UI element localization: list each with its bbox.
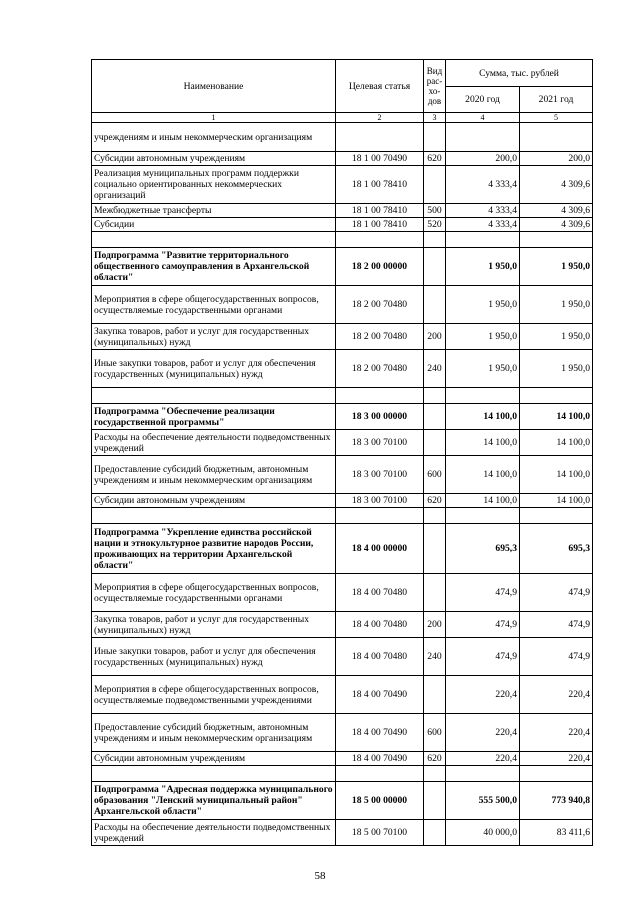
row-code: 18 4 00 00000 <box>336 524 424 574</box>
row-value-2021: 4 309,6 <box>520 204 593 218</box>
row-value-2021: 1 950,0 <box>520 324 593 350</box>
spacer-row <box>92 388 593 404</box>
row-code: 18 2 00 70480 <box>336 286 424 324</box>
subprogram-row <box>92 248 593 286</box>
spacer-cell <box>424 508 446 524</box>
header-sum: Сумма, тыс. рублей <box>446 60 593 87</box>
spacer-cell <box>520 766 593 782</box>
row-value-2020: 474,9 <box>446 574 520 612</box>
spacer-row <box>92 766 593 782</box>
row-expense-type <box>424 166 446 204</box>
row-name: Иные закупки товаров, работ и услуг для обеспечения государственных (муниципальных) нужд <box>92 638 336 676</box>
row-code: 18 5 00 00000 <box>336 782 424 820</box>
row-expense-type: 200 <box>424 324 446 350</box>
column-index: 5 <box>520 113 593 123</box>
row-name: Субсидии автономным учреждениям <box>92 152 336 166</box>
column-index: 1 <box>92 113 336 123</box>
row-value-2021: 474,9 <box>520 612 593 638</box>
row-value-2020: 474,9 <box>446 612 520 638</box>
table-row <box>92 638 593 676</box>
header-row <box>92 60 593 87</box>
row-code: 18 1 00 78410 <box>336 166 424 204</box>
spacer-cell <box>336 388 424 404</box>
row-code: 18 2 00 70480 <box>336 350 424 388</box>
row-code: 18 3 00 00000 <box>336 404 424 430</box>
row-value-2021: 200,0 <box>520 152 593 166</box>
spacer-cell <box>336 508 424 524</box>
spacer-cell <box>446 232 520 248</box>
row-code: 18 1 00 78410 <box>336 204 424 218</box>
row-expense-type: 200 <box>424 612 446 638</box>
table-row <box>92 286 593 324</box>
row-value-2020: 4 333,4 <box>446 166 520 204</box>
spacer-cell <box>446 508 520 524</box>
row-expense-type <box>424 524 446 574</box>
row-value-2020 <box>446 123 520 152</box>
row-code: 18 4 00 70490 <box>336 714 424 752</box>
row-expense-type <box>424 676 446 714</box>
row-value-2021: 695,3 <box>520 524 593 574</box>
row-name: Предоставление субсидий бюджетным, автономным учреждениям и иным некоммерческим организациям <box>92 714 336 752</box>
row-expense-type <box>424 123 446 152</box>
row-code: 18 5 00 70100 <box>336 820 424 846</box>
spacer-cell <box>336 232 424 248</box>
table-row <box>92 494 593 508</box>
table-row <box>92 574 593 612</box>
column-index: 2 <box>336 113 424 123</box>
row-expense-type: 520 <box>424 218 446 232</box>
row-value-2020: 220,4 <box>446 714 520 752</box>
row-code: 18 4 00 70490 <box>336 676 424 714</box>
table-row <box>92 676 593 714</box>
row-expense-type: 620 <box>424 752 446 766</box>
spacer-cell <box>520 388 593 404</box>
row-name: Подпрограмма "Адресная поддержка муниципального образования "Ленский муниципальный район" Архангельской области" <box>92 782 336 820</box>
row-name: учреждениям и иным некоммерческим организациям <box>92 123 336 152</box>
row-code: 18 4 00 70490 <box>336 752 424 766</box>
row-value-2020: 4 333,4 <box>446 218 520 232</box>
table-row <box>92 612 593 638</box>
subprogram-row <box>92 524 593 574</box>
table-row <box>92 820 593 846</box>
row-value-2020: 474,9 <box>446 638 520 676</box>
spacer-cell <box>446 766 520 782</box>
table-row <box>92 350 593 388</box>
budget-table-body <box>92 60 593 846</box>
header-name: Наименование <box>92 60 336 113</box>
row-code: 18 1 00 78410 <box>336 218 424 232</box>
row-value-2021: 220,4 <box>520 676 593 714</box>
header-year-2020: 2020 год <box>446 87 520 113</box>
row-code: 18 1 00 70490 <box>336 152 424 166</box>
row-code: 18 2 00 70480 <box>336 324 424 350</box>
row-value-2020: 1 950,0 <box>446 350 520 388</box>
budget-table <box>91 59 593 846</box>
row-value-2021: 14 100,0 <box>520 430 593 456</box>
spacer-cell <box>520 232 593 248</box>
row-name: Предоставление субсидий бюджетным, автономным учреждениям и иным некоммерческим организациям <box>92 456 336 494</box>
row-value-2020: 14 100,0 <box>446 456 520 494</box>
table-row <box>92 123 593 152</box>
spacer-cell <box>424 232 446 248</box>
spacer-cell <box>520 508 593 524</box>
row-value-2021: 1 950,0 <box>520 350 593 388</box>
table-row <box>92 166 593 204</box>
spacer-cell <box>92 508 336 524</box>
row-expense-type <box>424 782 446 820</box>
row-value-2020: 555 500,0 <box>446 782 520 820</box>
header-year-2021: 2021 год <box>520 87 593 113</box>
row-name: Подпрограмма "Обеспечение реализации государственной программы" <box>92 404 336 430</box>
row-code: 18 4 00 70480 <box>336 612 424 638</box>
spacer-cell <box>424 766 446 782</box>
row-value-2020: 14 100,0 <box>446 430 520 456</box>
row-value-2021: 4 309,6 <box>520 166 593 204</box>
row-code: 18 3 00 70100 <box>336 494 424 508</box>
row-value-2021: 14 100,0 <box>520 494 593 508</box>
row-value-2020: 1 950,0 <box>446 286 520 324</box>
row-expense-type: 500 <box>424 204 446 218</box>
row-code: 18 3 00 70100 <box>336 456 424 494</box>
row-value-2021: 474,9 <box>520 638 593 676</box>
row-value-2020: 200,0 <box>446 152 520 166</box>
spacer-cell <box>446 388 520 404</box>
row-value-2020: 4 333,4 <box>446 204 520 218</box>
table-row <box>92 204 593 218</box>
row-name: Субсидии автономным учреждениям <box>92 752 336 766</box>
row-name: Межбюджетные трансферты <box>92 204 336 218</box>
subprogram-row <box>92 404 593 430</box>
row-name: Реализация муниципальных программ поддержки социально ориентированных некоммерческих организаций <box>92 166 336 204</box>
table-row <box>92 752 593 766</box>
table-row <box>92 324 593 350</box>
row-expense-type <box>424 574 446 612</box>
row-value-2021: 14 100,0 <box>520 456 593 494</box>
spacer-cell <box>92 388 336 404</box>
header-vid: Вид рас-хо-дов <box>424 60 446 113</box>
row-expense-type <box>424 286 446 324</box>
row-code <box>336 123 424 152</box>
row-expense-type <box>424 820 446 846</box>
spacer-row <box>92 232 593 248</box>
row-value-2021: 220,4 <box>520 752 593 766</box>
table-row <box>92 430 593 456</box>
spacer-cell <box>336 766 424 782</box>
row-expense-type <box>424 248 446 286</box>
table-row <box>92 714 593 752</box>
row-value-2020: 1 950,0 <box>446 324 520 350</box>
row-value-2021: 14 100,0 <box>520 404 593 430</box>
row-code: 18 2 00 00000 <box>336 248 424 286</box>
row-expense-type <box>424 430 446 456</box>
row-name: Закупка товаров, работ и услуг для государственных (муниципальных) нужд <box>92 612 336 638</box>
table-row <box>92 152 593 166</box>
row-value-2021: 773 940,8 <box>520 782 593 820</box>
row-value-2020: 695,3 <box>446 524 520 574</box>
row-name: Расходы на обеспечение деятельности подведомственных учреждений <box>92 430 336 456</box>
row-value-2021: 1 950,0 <box>520 286 593 324</box>
row-value-2021: 83 411,6 <box>520 820 593 846</box>
row-code: 18 4 00 70480 <box>336 574 424 612</box>
spacer-cell <box>92 232 336 248</box>
header-code: Целевая статья <box>336 60 424 113</box>
table-row <box>92 218 593 232</box>
row-value-2021: 220,4 <box>520 714 593 752</box>
row-name: Подпрограмма "Развитие территориального общественного самоуправления в Архангельской области" <box>92 248 336 286</box>
row-code: 18 4 00 70480 <box>336 638 424 676</box>
row-name: Закупка товаров, работ и услуг для государственных (муниципальных) нужд <box>92 324 336 350</box>
row-value-2020: 1 950,0 <box>446 248 520 286</box>
row-expense-type: 600 <box>424 456 446 494</box>
row-code: 18 3 00 70100 <box>336 430 424 456</box>
spacer-cell <box>424 388 446 404</box>
row-expense-type: 620 <box>424 494 446 508</box>
row-name: Субсидии автономным учреждениям <box>92 494 336 508</box>
row-expense-type: 620 <box>424 152 446 166</box>
row-value-2020: 14 100,0 <box>446 494 520 508</box>
row-value-2020: 220,4 <box>446 752 520 766</box>
row-expense-type: 240 <box>424 350 446 388</box>
row-value-2021: 1 950,0 <box>520 248 593 286</box>
row-expense-type: 600 <box>424 714 446 752</box>
row-value-2020: 40 000,0 <box>446 820 520 846</box>
subprogram-row <box>92 782 593 820</box>
column-index: 3 <box>424 113 446 123</box>
row-value-2021: 4 309,6 <box>520 218 593 232</box>
row-name: Подпрограмма "Укрепление единства российской нации и этнокультурное развитие народов России, проживающих на территории Архангельской области" <box>92 524 336 574</box>
table-row <box>92 456 593 494</box>
row-name: Мероприятия в сфере общегосударственных вопросов, осуществляемые государственными органами <box>92 286 336 324</box>
column-index: 4 <box>446 113 520 123</box>
row-value-2020: 14 100,0 <box>446 404 520 430</box>
row-expense-type: 240 <box>424 638 446 676</box>
page-number: 58 <box>314 870 326 882</box>
row-name: Мероприятия в сфере общегосударственных вопросов, осуществляемые государственными органами <box>92 574 336 612</box>
row-name: Иные закупки товаров, работ и услуг для обеспечения государственных (муниципальных) нужд <box>92 350 336 388</box>
spacer-cell <box>92 766 336 782</box>
row-value-2021 <box>520 123 593 152</box>
column-index-row <box>92 113 593 123</box>
row-name: Расходы на обеспечение деятельности подведомственных учреждений <box>92 820 336 846</box>
row-value-2020: 220,4 <box>446 676 520 714</box>
row-expense-type <box>424 404 446 430</box>
spacer-row <box>92 508 593 524</box>
row-name: Субсидии <box>92 218 336 232</box>
row-value-2021: 474,9 <box>520 574 593 612</box>
row-name: Мероприятия в сфере общегосударственных вопросов, осуществляемые подведомственными учреждениями <box>92 676 336 714</box>
